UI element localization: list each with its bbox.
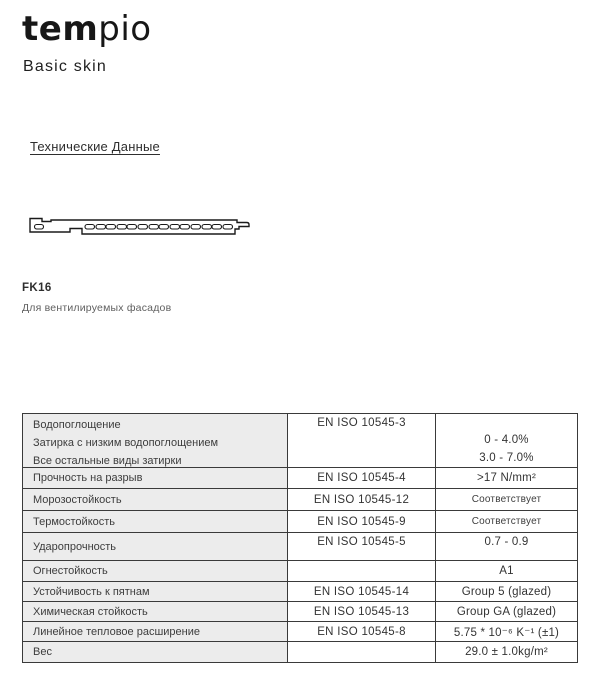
brand-logo-light: pio [98,9,152,49]
standard-cell: EN ISO 10545-13 [288,602,436,621]
table-row-water-absorption [23,414,577,468]
value-cell: Group GA (glazed) [456,605,557,618]
value-line: 3.0 - 7.0% [479,452,534,464]
standard-cell: EN ISO 10545-5 [288,533,436,560]
value-cell: 0.7 - 0.9 [484,536,529,548]
standard-cell: EN ISO 10545-9 [288,511,436,532]
value-cell: Соответствует [471,516,542,527]
property-label-line: Все остальные виды затирки [33,455,182,467]
property-label-cell: Линейное тепловое расширение [23,622,288,641]
value-cell: 5.75 * 10⁻⁶ K⁻¹ (±1) [453,626,560,639]
section-heading: Технические Данные [30,139,160,154]
property-label-line: Водопоглощение [33,419,121,431]
table-row-impact-resistance [23,533,577,561]
value-line: 0 - 4.0% [484,434,529,446]
panel-profile-drawing [22,213,250,243]
value-cell: A1 [499,565,514,577]
product-line-subtitle: Basic skin [23,58,108,75]
value-cell: Соответствует [471,494,542,505]
value-cell: Group 5 (glazed) [461,585,552,598]
property-label-cell: Вес [23,642,288,662]
table-row-weight [23,642,577,662]
property-label-cell [23,414,288,467]
product-code: FK16 [22,282,52,294]
standard-cell: EN ISO 10545-12 [288,489,436,510]
table-row-tensile-strength [23,468,577,489]
technical-data-table [22,413,578,663]
product-application-note: Для вентилируемых фасадов [22,302,172,314]
standard-cell: EN ISO 10545-14 [288,582,436,601]
table-row-frost-resistance [23,489,577,511]
property-label-cell: Огнестойкость [23,561,288,581]
property-label-cell: Морозостойкость [23,489,288,510]
value-cell: 29.0 ± 1.0kg/m² [465,646,548,658]
property-label-cell: Химическая стойкость [23,602,288,621]
property-label-cell: Ударопрочность [23,533,288,560]
brand-logo-bold: tem [22,9,99,49]
table-row-linear-thermal-expansion [23,622,577,642]
table-row-fire-resistance [23,561,577,582]
standard-cell [288,561,436,581]
standard-cell: EN ISO 10545-4 [288,468,436,488]
value-cell [436,414,577,467]
standard-cell [288,642,436,662]
value-cell: >17 N/mm² [477,472,536,484]
property-label-cell: Термостойкость [23,511,288,532]
table-row-chemical-resistance [23,602,577,622]
standard-cell: EN ISO 10545-8 [288,622,436,641]
brand-logo [22,8,152,50]
table-row-heat-resistance [23,511,577,533]
property-label-cell: Прочность на разрыв [23,468,288,488]
property-label-cell: Устойчивость к пятнам [23,582,288,601]
standard-cell: EN ISO 10545-3 [288,414,436,467]
table-row-stain-resistance [23,582,577,602]
property-label-line: Затирка с низким водопоглощением [33,437,219,449]
